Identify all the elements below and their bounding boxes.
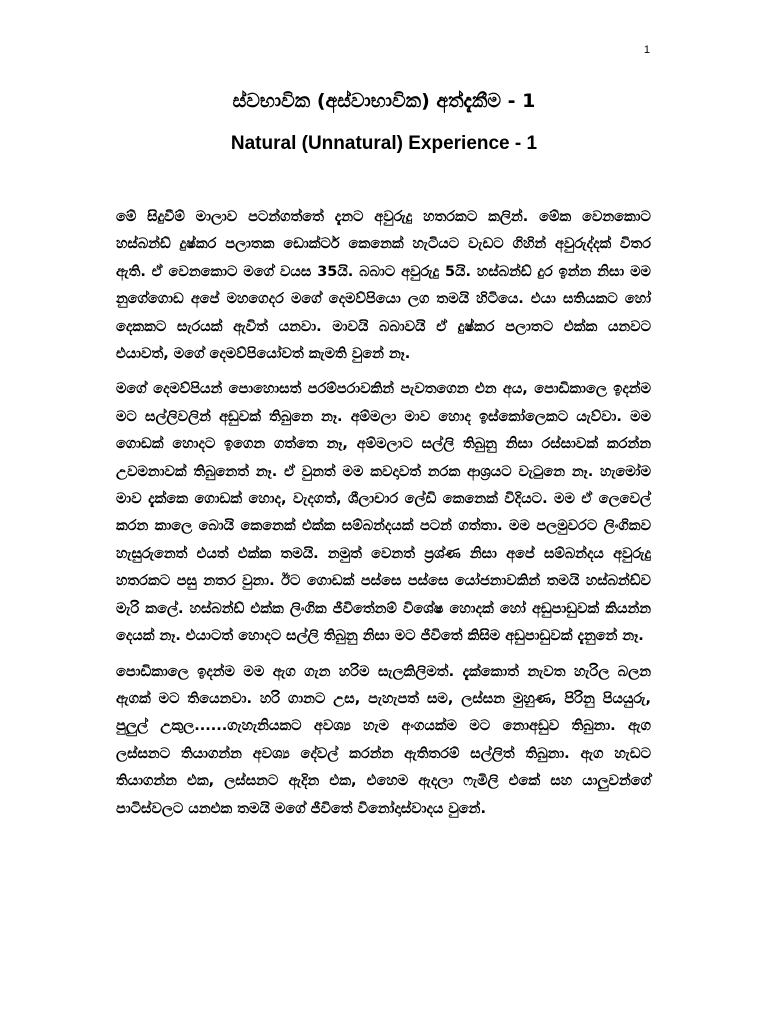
paragraph-2: මගේ දෙමව්පියන් පොහොසත් පරම්පරාවකින් පැවතගෙන එන අය, පොඩිකාලෙ ඉදන්ම මට සල්ලිවලින් අඩුවක් තිබුනෙ නෑ. අම්මලා මාව හොද ඉස්කෝලෙකට යැව්වා. මම ගොඩක් හොදට ඉගෙන ගත්තෙ නෑ, අම්මලාට සල්ලි තිබුනු නිසා රස්සාවක් කරන්න උවමනාවක් තිබුනෙත් නෑ. ඒ වුනත් මම කවදාවත් නරක ආශ්‍රයට වැටුනෙ නෑ. හැමෝම මාව දැක්කෙ ගොඩක් හොද, වැදගත්, ශීලාචාර ලේඩි කෙනෙක් විදියට. මම ඒ ලෙවෙල් කරන කාලෙ බොයි කෙනෙක් එක්ක සම්බන්දයක් පටන් ගත්තා. මම පලමුවරට ලිංගිකව හැසුරුනෙත් එයත් එක්ක තමයි. නමුත් වෙනත් ප්‍රශ්ණ නිසා අපේ සම්බන්දය අවුරුදු හතරකට පසු නතර වුනා. ඊට ගොඩක් පස්සෙ පස්සෙ යෝජනාවකින් තමයි හස්බන්ඩ්ව මැරි කලේ. හස්බන්ඩ් එක්ක ලිංගික ජීවිතේනම් විශේෂ හොදක් හෝ අඩුපාඩුවක් කියන්න දෙයක් නෑ. එයාටත් හොදට සල්ලි තිබුනු නිසා මට ජීවිතේ කිසිම අඩුපාඩුවක් දැනුනේ නෑ.: [116, 381, 651, 645]
paragraph-1: මේ සිදුවීම් මාලාව පටන්ගත්තේ දැනට අවුරුදු හතරකට කලින්. මේක වෙනකොට හස්බන්ඩ් දුෂ්කර පලාතක ඩොක්ටර් කෙනෙක් හැටියට වැඩට ගිහින් අවුරුද්දක් විතර ඇති. ඒ වෙනකොට මගේ වයස 35යි. බබාට අවුරුදු 5යි. හස්බන්ඩ් දුර ඉන්න නිසා මම නුගේගොඩ අපේ මහගෙදර මගේ දෙමව්පියො ලග තමයි හිටියෙ. එයා සතියකට හෝ දෙකකට සැරයක් ඇවිත් යනවා. මාවයි බබාවයි ඒ දුෂ්කර පලාතට එක්ක යනවට එයාවත්, මගේ දෙමව්පියෝවත් කැමති වුනේ නෑ.: [116, 209, 651, 363]
paragraph-3: පොඩිකාලෙ ඉදන්ම මම ඇග ගැන හරිම සැලකිලිමත්. දැක්කොත් නැවත හැරිල බලන ඇගක් මට තියෙනවා. හරි ගානට උස, පැහැපත් සම, ලස්සන මුහුණ, පිරිනු පියයුරු, පුලුල් උකුල......ගැහැනියකට අවශ්‍ය හැම අංගයක්ම මට නොඅඩුව තිබුනා. ඇග ලස්සනට තියාගන්න අවශ්‍ය දේවල් කරන්න ඇතිතරම් සල්ලිත් තිබුනා. ඇග හැඩට තියාගන්න එක, ලස්සනට ඇදින එක, එහෙම ඇදලා ෆැමිලි එකේ සහ යාලුවන්ගේ පාටිස්වලට යනඑක තමයි මගේ ජීවිතේ විනෝදාස්වාදය වුනේ.: [116, 663, 651, 817]
document-title-english: Natural (Unnatural) Experience - 1: [230, 133, 538, 154]
page-number: 1: [643, 44, 650, 56]
document-title-sinhala: ස්වභාවික (අස්වාභාවික) අත්දැකීම - 1: [232, 90, 536, 112]
document-body: [116, 204, 651, 831]
